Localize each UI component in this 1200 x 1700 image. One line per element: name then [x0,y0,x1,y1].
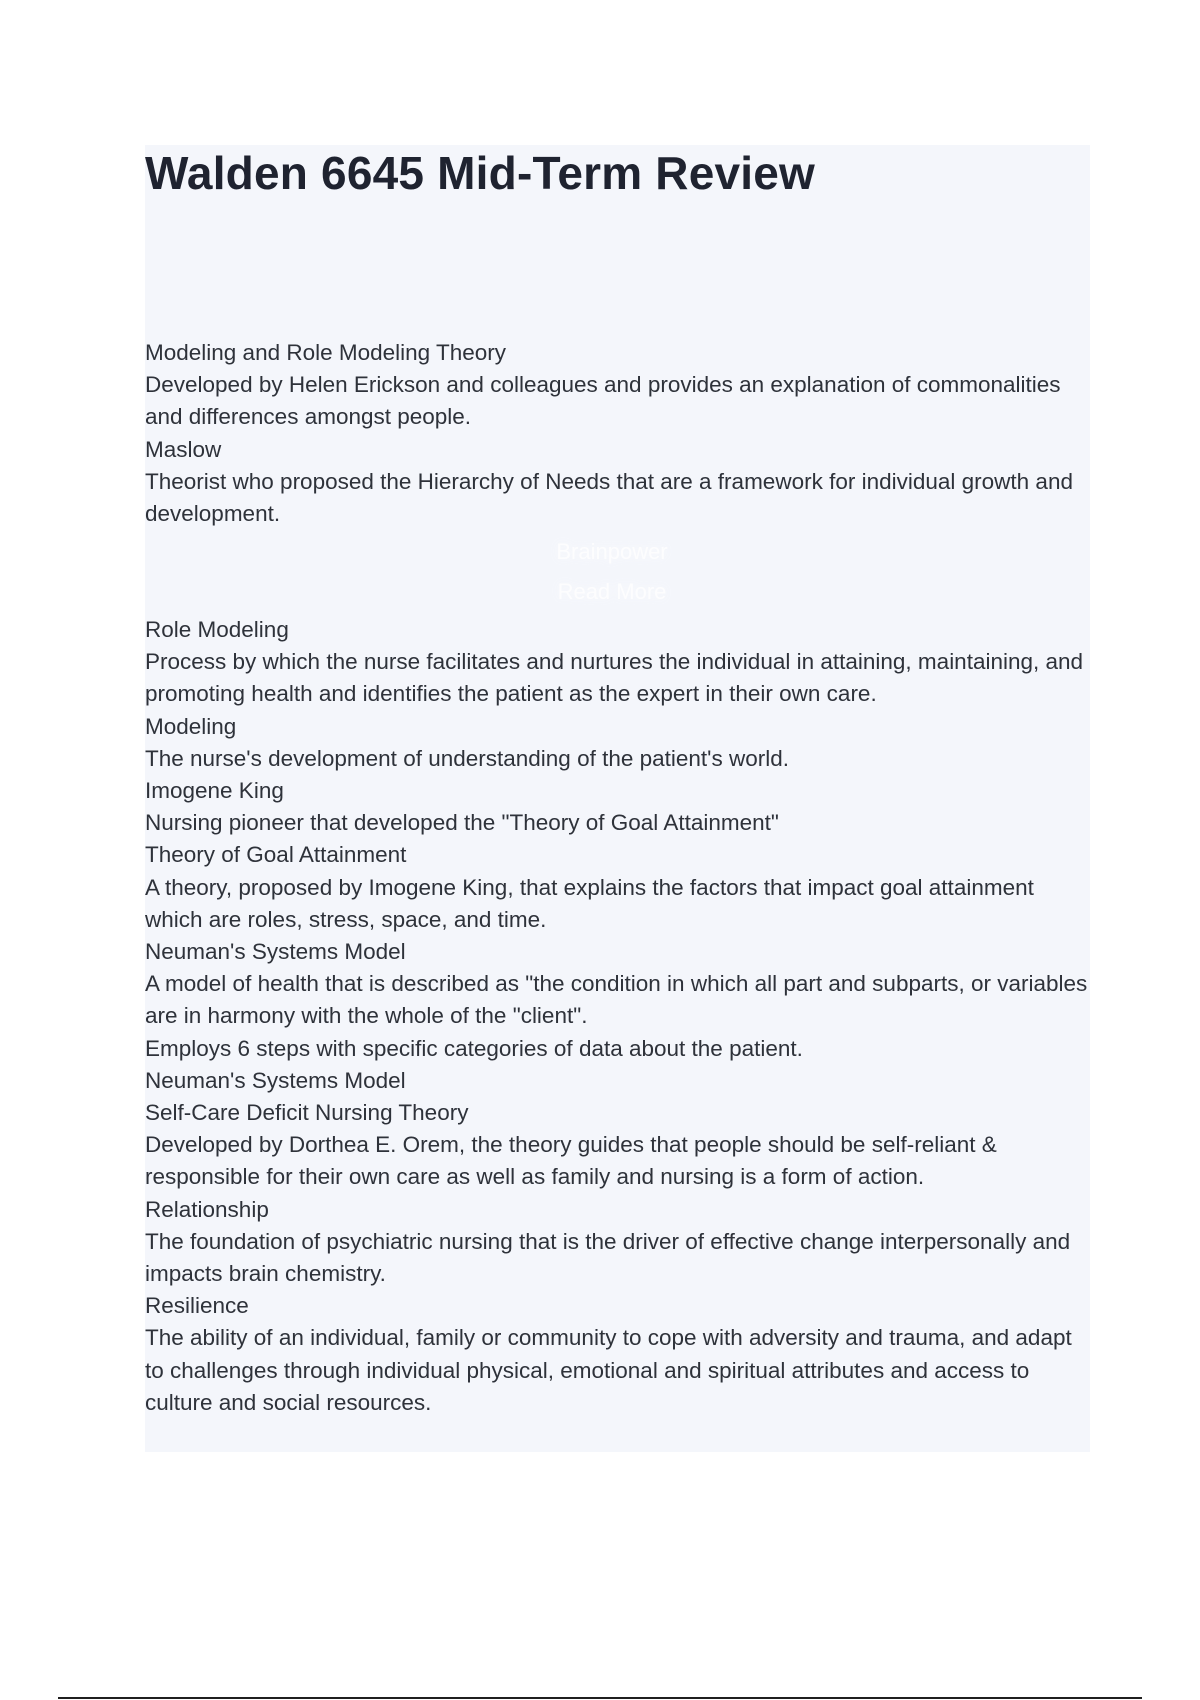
definition: Employs 6 steps with specific categories of data about the patient. [145,1035,803,1061]
term: Relationship [145,1196,269,1222]
term: Theory of Goal Attainment [145,842,407,868]
definition: Developed by Dorthea E. Orem, the theory guides that people should be self-reliant & responsible for their own care as well as family and nursing is a form of action. [145,1132,997,1190]
definition: A model of health that is described as "the condition in which all part and subparts, or variables are in harmony with the whole of the "client". [145,971,1088,1029]
definition: A theory, proposed by Imogene King, that explains the factors that impact goal attainment which are roles, stress, space, and time. [145,874,1034,932]
definition: Developed by Helen Erickson and colleagues and provides an explanation of commonalities and differences amongst people. [145,372,1061,430]
term: Resilience [145,1293,249,1319]
term: Modeling [145,713,237,739]
definition: The ability of an individual, family or community to cope with adversity and trauma, and adapt to challenges through individual physical, emotional and spiritual attributes and access to culture and social resources. [145,1325,1072,1415]
watermark-read-more-link[interactable]: Read More [557,579,667,604]
definition: Process by which the nurse facilitates and nurtures the individual in attaining, maintaining, and promoting health and identifies the patient as the expert in their own care. [145,649,1084,707]
footer-divider [58,1697,1142,1699]
definition: Nursing pioneer that developed the "Theory of Goal Attainment" [145,810,779,836]
term: Neuman's Systems Model [145,1067,406,1093]
term: Neuman's Systems Model [145,939,406,965]
definition: Theorist who proposed the Hierarchy of Needs that are a framework for individual growth and development. [145,468,1073,527]
text-block-1 [145,337,1090,530]
definition: The nurse's development of understanding of the patient's world. [145,745,789,771]
text-block-2 [145,614,1090,1419]
term: Role Modeling [145,617,289,642]
definition: The foundation of psychiatric nursing that is the driver of effective change interpersonally and impacts brain chemistry. [145,1228,1071,1287]
term: Imogene King [145,778,284,804]
page-title: Walden 6645 Mid-Term Review [145,147,816,199]
term: Self-Care Deficit Nursing Theory [145,1100,469,1126]
watermark-brand: Brainpower [556,539,668,564]
term: Maslow [145,436,222,462]
watermark [552,532,672,612]
term: Modeling and Role Modeling Theory [145,340,507,365]
